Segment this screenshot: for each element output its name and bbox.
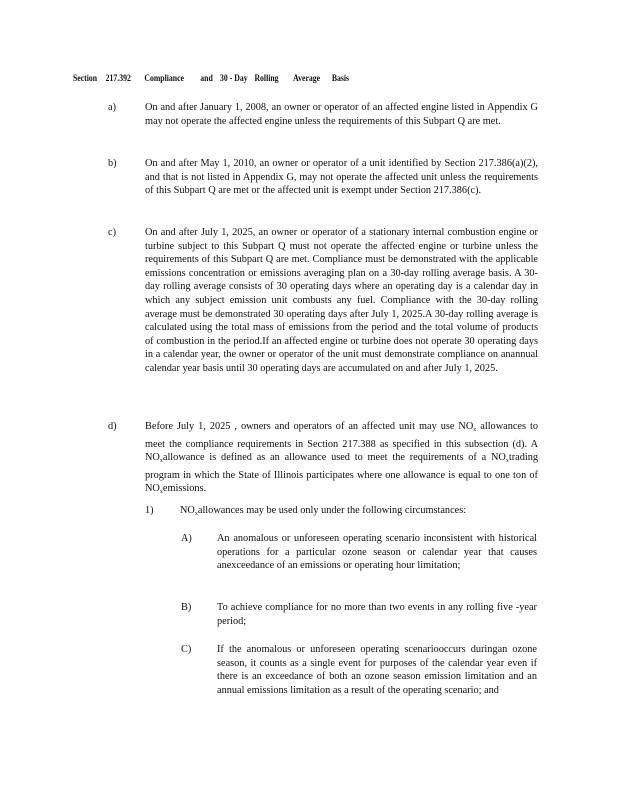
paragraph-d1-text-part: allowances may be used only under the following circumstances:	[197, 505, 467, 516]
subsection-d-text-part: emissions.	[162, 483, 207, 495]
nox-subscript: x	[505, 458, 509, 465]
paragraph-d1-text-part: NO	[180, 505, 195, 516]
nox-subscript: x	[159, 489, 163, 496]
heading-word-30-day: 30 - Day	[220, 73, 248, 83]
subsection-c-label: c)	[108, 227, 116, 238]
heading-word-basis: Basis	[331, 73, 350, 83]
subsection-d-text	[145, 420, 538, 500]
subsection-b-label: b)	[108, 158, 117, 169]
subsection-c-text: On and after July 1, 2025, an owner or operator of a stationary internal combustion engine or turbine subject to this Subpart Q must not operate the affected engine or turbine unless the requirements of this Subpart Q are met. Compliance must be demonstrated with the applicable emissions concentration or emissions averaging plan on a 30-day rolling average basis. A 30-day rolling average consists of 30 operating days where an operating day is a calendar day in which any subject emission unit combusts any fuel. Compliance with the 30-day rolling average must be demonstrated 30 operating days after July 1, 2025.A 30-day rolling average is calculated using the total mass of emissions from the period and the total volume of products of combustion in the period.If an affected engine or turbine does not operate 30 operating days in a calendar year, the owner or operator of the unit must demonstrate compliance on anannual calendar year basis until 30 operating days are accumulated on and after July 1, 2025.	[145, 227, 538, 374]
subparagraph-A-text: An anomalous or unforeseen operating scenario inconsistent with historical operations for a particular ozone season or calendar year that causes anexceedance of an emissions or operating hour limitation;	[217, 533, 537, 572]
nox-subscript: x	[159, 458, 163, 465]
section-heading	[73, 73, 349, 83]
heading-word-average: Average	[293, 73, 321, 83]
heading-word-and: and	[200, 73, 213, 83]
subparagraph-A-label: A)	[181, 533, 192, 544]
subsection-b-text: On and after May 1, 2010, an owner or operator of a unit identified by Section 217.386(a)(2), and that is not listed in Appendix G, may not operate the affected unit unless the requirements of this Subpart Q are met or the affected unit is exempt under Section 217.386(c).	[145, 158, 538, 197]
subsection-d-text-part: allowance is defined as an allowance used to meet the requirements of a NO	[162, 452, 506, 464]
heading-section-word: Section	[73, 73, 98, 83]
paragraph-d1-label: 1)	[145, 505, 154, 516]
heading-word-compliance: Compliance	[144, 73, 184, 83]
nox-subscript: x	[194, 511, 198, 517]
subsection-d-text-part: allowances to meet the compliance requirements in Section 217.388 as specified in this subsection (d). A NO	[145, 421, 538, 464]
subsection-d-text-part: trading program in which the State of Illinois participates where one allowance is equal to one ton of NO	[145, 452, 538, 495]
nox-subscript: x	[473, 427, 477, 433]
subsection-a-label: a)	[108, 102, 116, 113]
subsection-d-label: d)	[108, 421, 117, 432]
heading-word-rolling: Rolling	[254, 73, 279, 83]
subsection-a-text: On and after January 1, 2008, an owner or operator of an affected engine listed in Appendix G may not operate the affected engine unless the requirements of this Subpart Q are met.	[145, 102, 538, 127]
heading-section-number: 217.392	[105, 73, 131, 83]
paragraph-d1-text	[180, 504, 510, 522]
subparagraph-B-label: B)	[181, 602, 192, 613]
subsection-d-text-part: Before July 1, 2025 , owners and operators of an affected unit may use NO	[145, 421, 474, 432]
subparagraph-C-label: C)	[181, 644, 192, 655]
subparagraph-C-text: If the anomalous or unforeseen operating scenariooccurs duringan ozone season, it counts as a single event for purposes of the calendar year even if there is an exceedance of both an ozone season emission limitation and an annual emissions limitation as a result of the operating scenario; and	[217, 644, 537, 696]
subparagraph-B-text: To achieve compliance for no more than two events in any rolling five -year period;	[217, 602, 537, 627]
